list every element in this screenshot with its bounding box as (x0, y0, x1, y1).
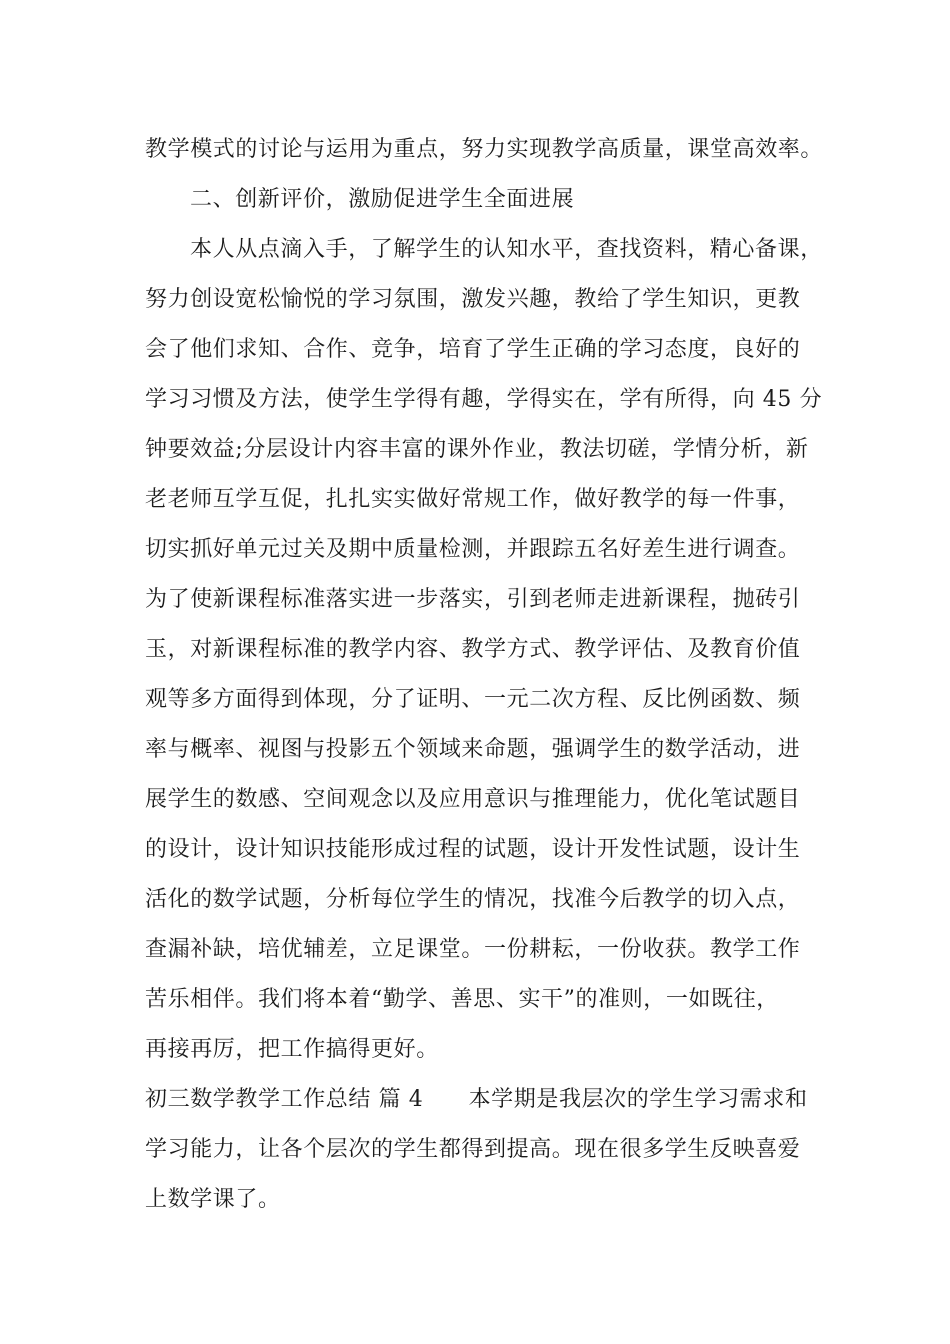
text-line: 玉，对新课程标准的教学内容、教学方式、教学评估、及教育价值 (145, 637, 801, 662)
text-line: 钟要效益;分层设计内容丰富的课外作业，教法切磋，学情分析，新 (145, 437, 809, 462)
text-line: 努力创设宽松愉悦的学习氛围，激发兴趣，教给了学生知识，更教 (145, 287, 801, 312)
text-line: 苦乐相伴。我们将本着“勤学、善思、实干”的准则，一如既往， (145, 987, 779, 1012)
text-line: 观等多方面得到体现，分了证明、一元二次方程、反比例函数、频 (145, 687, 801, 712)
text-line: 为了使新课程标准落实进一步落实，引到老师走进新课程，抛砖引 (145, 587, 801, 612)
text-line: 学习能力，让各个层次的学生都得到提高。现在很多学生反映喜爱 (145, 1137, 801, 1162)
text-line: 率与概率、视图与投影五个领域来命题，强调学生的数学活动，进 (145, 737, 801, 762)
text-line: 展学生的数感、空间观念以及应用意识与推理能力，优化笔试题目 (145, 787, 801, 812)
section-heading: 二、创新评价，激励促进学生全面进展 (190, 187, 575, 212)
text-line: 查漏补缺，培优辅差，立足课堂。一份耕耘，一份收获。教学工作 (145, 937, 801, 962)
text-line: 再接再厉，把工作搞得更好。 (145, 1037, 439, 1062)
text-line: 老老师互学互促，扎扎实实做好常规工作，做好教学的每一件事， (145, 487, 801, 512)
text-line: 切实抓好单元过关及期中质量检测，并跟踪五名好差生进行调查。 (145, 537, 801, 562)
text-line: 上数学课了。 (145, 1187, 281, 1212)
text-line: 教学模式的讨论与运用为重点，努力实现教学高质量，课堂高效率。 (145, 137, 824, 162)
text-line: 本人从点滴入手，了解学生的认知水平，查找资料，精心备课， (190, 237, 823, 262)
article-title-line: 初三数学教学工作总结 篇 4 本学期是我层次的学生学习需求和 (145, 1087, 808, 1112)
text-line: 活化的数学试题，分析每位学生的情况，找准今后教学的切入点， (145, 887, 801, 912)
text-line: 学习习惯及方法，使学生学得有趣，学得实在，学有所得，向 45 分 (145, 387, 823, 412)
text-line: 会了他们求知、合作、竞争，培育了学生正确的学习态度，良好的 (145, 337, 801, 362)
text-line: 的设计，设计知识技能形成过程的试题，设计开发性试题，设计生 (145, 837, 801, 862)
